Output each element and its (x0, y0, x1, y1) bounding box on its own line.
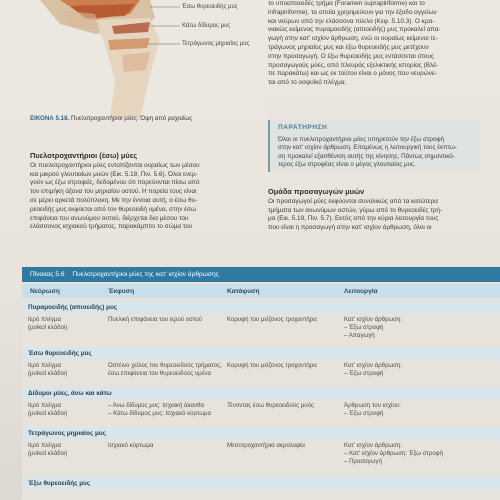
cell-origin (108, 362, 222, 378)
figure-caption-text: Πυελοτροχαντήριοι μύες. Όψη από ραχιαίως (71, 115, 193, 122)
cell-nerve (28, 316, 67, 332)
cell-line: Ισχιακό κύρτωμα (108, 442, 154, 449)
section-heading: Πυελοτροχαντήριοι (έσω) μύες (30, 151, 138, 160)
cell-line: Ιερό πλέγμα (28, 316, 62, 323)
header-function: Λειτουργία (344, 288, 378, 295)
table-group-header (22, 478, 500, 489)
section-body (268, 198, 480, 233)
cell-line: Τένοντας έσω θυρεοειδούς μυός (227, 402, 314, 409)
text-line: το υποαπιοειδές τρήμα (Foramen suprapiriforme) και το (268, 0, 425, 7)
cell-function (344, 362, 402, 378)
note-line: Όλοι οι πυελοτροχαντήριοι μύες υπηρετούν την έξω στροφή (278, 136, 445, 143)
figure-label-quadratus-femoris: Τετράγωνος μηριαίος μυς (182, 41, 250, 47)
header-origin: Έκφυση (108, 288, 135, 295)
text-line: Οι προσαγωγοί μύες εκφύονται συνολικώς από τα κατώτερα (268, 197, 438, 205)
cell-function (344, 316, 402, 340)
cell-line: – Έξω στροφή (344, 410, 384, 417)
cell-line: Κορυφή του μείζονος τροχαντήρα (227, 316, 317, 323)
anatomy-figure (0, 0, 265, 118)
group-name: Πυραμοειδής (απιοειδής) μυς (28, 304, 118, 311)
group-name: Δίδυμοι μύες, άνω και κάτω (28, 390, 112, 397)
text-line: μα (Εικ. 5.19, Πιν. 5.7). Εκτός από την κύρια λειτουργία τους (268, 215, 439, 223)
section-heading: Ομάδα προσαγωγών μυών (268, 187, 365, 196)
cell-line: – Κάτω δίδυμος μυς: Ισχιακό κύρτωμα (108, 410, 211, 417)
section-body (30, 162, 255, 232)
cell-line: έσω επιφάνεια του θυρεοειδούς υμένα (108, 370, 211, 377)
right-column-top-text (268, 0, 480, 88)
cell-line: – Άνω δίδυμος μυς: Ισχιακή άκανθα (108, 402, 205, 409)
cell-origin (108, 442, 153, 450)
cell-line: (μυϊκοί κλάδοι) (28, 324, 68, 331)
group-name: Έξω θυρεοειδής μυς (28, 480, 91, 487)
text-line: και μικρού γλουτιαίων μυών (Εικ. 5.18, Πιν. 5.6). Όλοι ενερ- (30, 170, 198, 178)
text-line: σε μέρει αρκετά πολύπλοκη. Με την έννοια αυτή, ο έσω θυ- (30, 196, 198, 204)
cell-line: – Έξω στροφή (344, 370, 384, 377)
figure-caption-number: ΕΙΚΟΝΑ 5.18. (30, 115, 70, 122)
group-name: Τετράγωνος μηριαίος μυς (28, 430, 106, 437)
text-line: Οι πυελοτροχαντήριοι μύες εντοπίζονται ουραίως των μέσου (30, 161, 200, 169)
table-group-header (22, 348, 500, 359)
text-line: επιφάνεια του ανωνύμου οστού, διέρχεται δια μέσου του (30, 214, 189, 222)
text-line: προσαγωγούς μύες, από πλευράς εξελικτικής ιστορίας (Βλέ- (268, 61, 439, 69)
text-line: και νεύρων από την ελάσσονα πύελο (Κεφ. 5.10.3). Ο κρα- (268, 17, 435, 25)
cell-line: Μεσοτροχαντήρια ακρολοφία (227, 442, 305, 449)
table-group-header (22, 428, 500, 439)
table-title: Πυελοτροχαντήριοι μύες της κατ' ισχίον άρθρωσης (72, 271, 219, 278)
header-insertion: Κατάφυση (227, 288, 260, 295)
note-line: ση προκαλεί εξασθένιση αυτής της κίνησης. Πάντως σημαντικό- (278, 152, 455, 160)
cell-line: Ιερό πλέγμα (28, 362, 62, 369)
pelvic-muscles-illustration (0, 0, 265, 118)
note-body (278, 136, 474, 170)
cell-line: Κατ' ισχίον άρθρωση: (344, 442, 403, 449)
cell-function (344, 402, 401, 418)
cell-line: – Προσαγωγή (344, 458, 382, 465)
cell-line: Κατ' ισχίον άρθρωση: (344, 316, 403, 323)
right-section (268, 188, 480, 233)
text-line: τμήματα των ανωνύμων οστών, γύρω από το θυρεοειδές τρή- (268, 206, 443, 214)
cell-origin (108, 402, 211, 418)
cell-line: Κορυφή του μείζονος τροχαντήρα (227, 362, 317, 369)
text-line: γωγή στην κατ' ισχίον άρθρωση, ενώ οι ουραίως κείμενοι τε- (268, 35, 438, 43)
text-line: γούν ως έξω στροφείς, δεδομένου ότι πορεύονται πίσω από (30, 179, 200, 187)
table-group-header (22, 388, 500, 399)
text-line: πε παρακάτω) και ως εκ τούτου είναι ο μόνος που νευρώνε- (268, 70, 437, 78)
text-line: τράγωνος μηριαίος μυς και έξω θυρεοειδής μυς μετέχουν (268, 43, 429, 51)
cell-line: Πυελική επιφάνεια του ιερού οστού (108, 316, 202, 323)
left-section (30, 152, 255, 232)
cell-insertion (227, 442, 305, 450)
text-line: που είναι η προσαγωγή στην κατ' ισχίον άρθρωση, όλοι οι (268, 224, 432, 232)
table-caption (22, 267, 500, 282)
cell-origin (108, 316, 202, 324)
text-line: ρεοειδής μυς εκφύεται από τον θυρεοειδή υμένα, στην έσω (30, 205, 196, 213)
note-line: στην κατ' ισχίον άρθρωση. Επομένως η λειτουργική τους έκπτω- (278, 144, 457, 152)
note-title: ΠΑΡΑΤΗΡΗΣΗ (278, 124, 328, 131)
cell-line: – Απαγωγή (344, 332, 375, 339)
cell-line: (μυϊκοί κλάδοι) (28, 370, 68, 377)
cell-line: Ιερό πλέγμα (28, 402, 62, 409)
cell-insertion (227, 362, 317, 370)
text-line: νιακώς κείμενος πυραμοειδής (απιοειδής) μυς προκαλεί απα- (268, 26, 441, 34)
cell-insertion (227, 316, 317, 324)
cell-nerve (28, 442, 67, 458)
cell-nerve (28, 362, 67, 378)
table-group-header (22, 302, 500, 313)
cell-nerve (28, 402, 67, 418)
header-nerve: Νεύρωση (30, 288, 60, 295)
cell-line: Κατ' ισχίον άρθρωση: (344, 362, 403, 369)
cell-line: (μυϊκοί κλάδοι) (28, 450, 68, 457)
table-header-row (22, 284, 500, 298)
text-line: ελάσσονος ισχιακού τρήματος, παρακάμπτει το σώμα του (30, 223, 193, 231)
text-line: infrapiriforme), τα οποία χρησιμεύουν για την έξοδο αγγείων (268, 8, 437, 16)
text-line: ται από το οσφυϊκό πλέγμα. (268, 79, 347, 87)
note-box (268, 120, 480, 172)
cell-line: – Κατ' ισχίον άρθρωση: Έξω στροφή (344, 450, 444, 457)
text-line: τον επιμήκη άξονα του μηριαίου οστού. Η πορεία τους είναι (30, 188, 197, 196)
note-line: τερος έξω στροφέας είναι ο μέγας γλουτιαίος μυς. (278, 161, 416, 169)
text-line: στην προσαγωγή. Ο έξω θυρεοειδής μυς εντάσσεται στους (268, 52, 435, 60)
cell-insertion (227, 402, 314, 410)
cell-line: (μυϊκοί κλάδοι) (28, 410, 68, 417)
figure-caption (30, 115, 192, 122)
cell-line: Ιερό πλέγμα (28, 442, 62, 449)
table-number: Πίνακας 5.6 (30, 271, 65, 278)
cell-line: – Έξω στροφή (344, 324, 384, 331)
cell-line: Άρθρωση του ισχίου: (344, 402, 401, 409)
cell-function (344, 442, 443, 466)
cell-line: Οστέινο χείλος του θυρεοειδούς τρήματος, (108, 362, 222, 369)
figure-label-inferior-gemellus: Κάτω δίδυμος μυς (182, 23, 231, 29)
group-name: Έσω θυρεοειδής μυς (28, 350, 92, 357)
muscle-table (22, 267, 500, 500)
figure-label-internal-obturator: Έσω θυρεοειδής μυς (182, 4, 238, 10)
